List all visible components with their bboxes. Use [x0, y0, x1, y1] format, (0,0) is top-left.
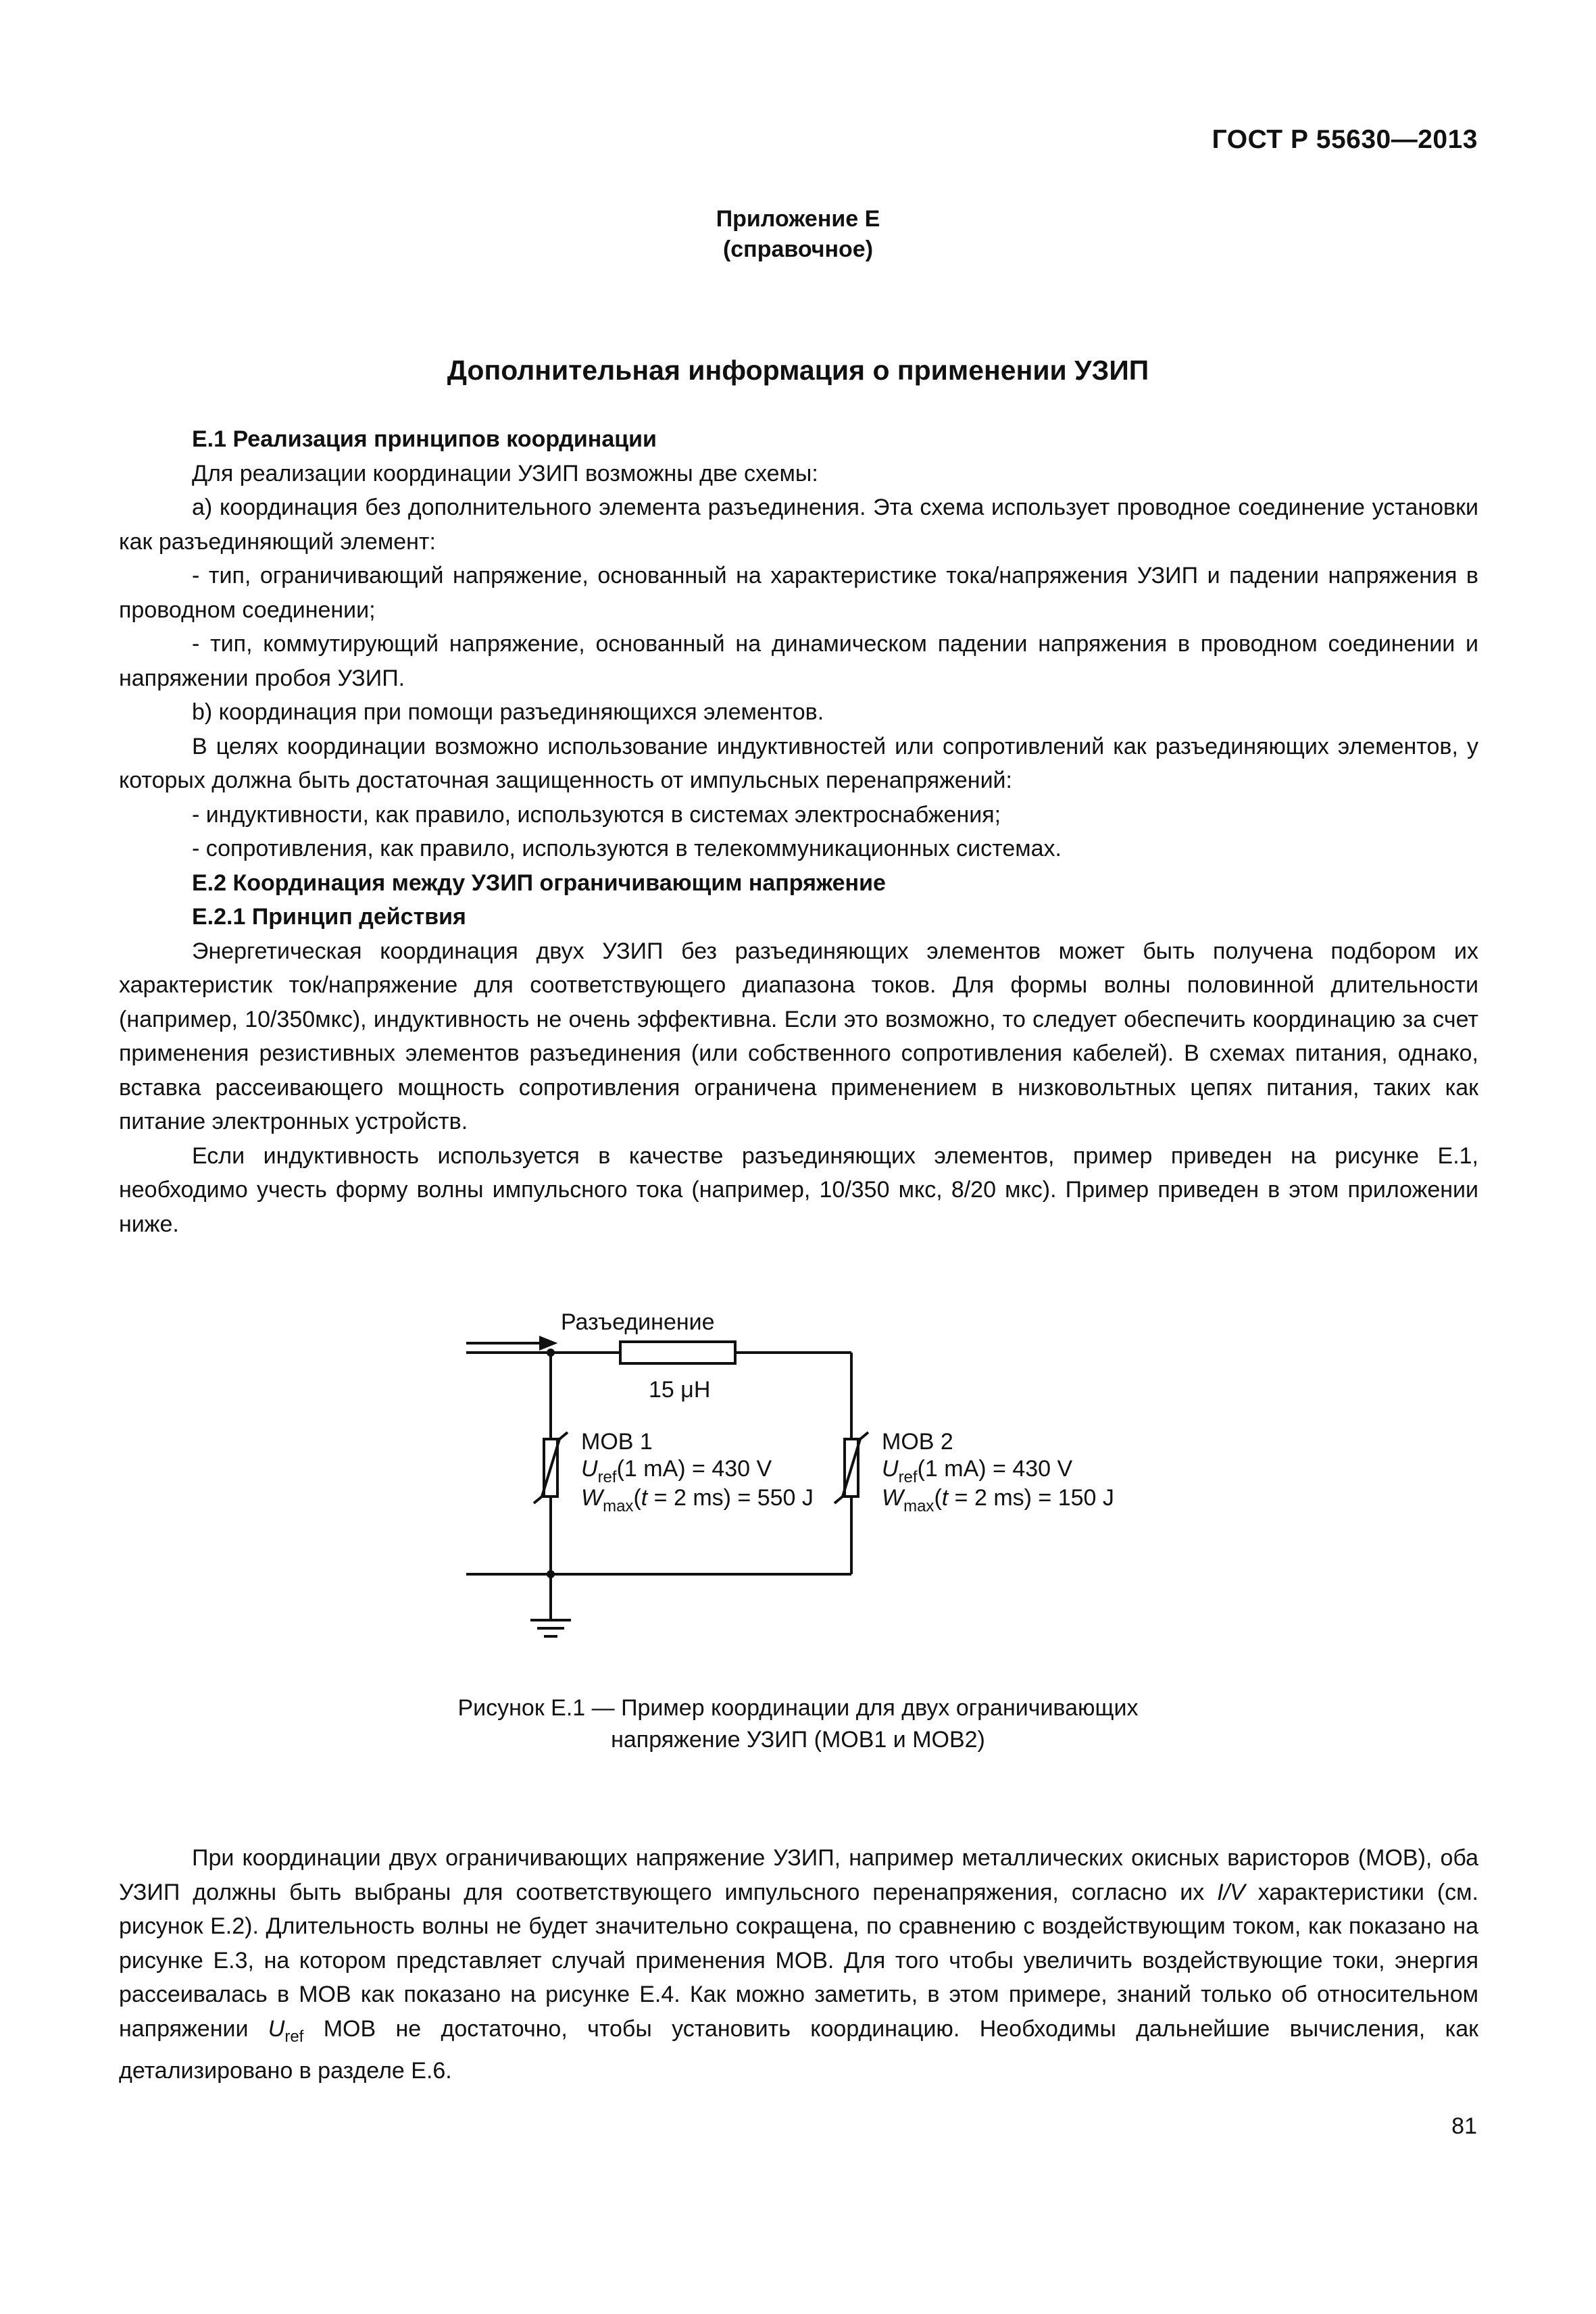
- decoupling-label: Разъединение: [561, 1309, 715, 1335]
- paragraph: - сопротивления, как правило, используются в телекоммуникационных системах.: [192, 836, 1062, 861]
- paragraph: - тип, коммутирующий напряжение, основанный на динамическом падении напряжения в проводном соединении и напряжении пробоя УЗИП.: [119, 631, 1478, 691]
- section-continued: [119, 1841, 1478, 2088]
- annex-type: (справочное): [722, 236, 874, 262]
- document-code: ГОСТ Р 55630—2013: [1212, 125, 1478, 154]
- mov1-wmax: $W_{max}(t = 2$ ms) = 550 J: [581, 1485, 814, 1515]
- paragraph: Для реализации координации УЗИП возможны две схемы:: [192, 460, 818, 486]
- junction-top: [547, 1349, 555, 1357]
- paragraph: а) координация без дополнительного элемента разъединения. Эта схема использует проводное соединение установки как разъединяющий элемент:: [119, 495, 1478, 555]
- iv-symbol: I/V: [1217, 1879, 1245, 1905]
- uref-symbol: U: [268, 2015, 285, 2042]
- figure-caption: Рисунок Е.1 — Пример координации для двух ограничивающих: [457, 1695, 1139, 1721]
- mov2-uref: $U_{ref}(1$ mA) = 430 V: [882, 1456, 1073, 1486]
- paragraph: - индуктивности, как правило, используются в системах электроснабжения;: [192, 801, 1001, 828]
- mov2-wmax: $W_{max}(t = 2$ ms) = 150 J: [882, 1485, 1114, 1515]
- paragraph: b) координация при помощи разъединяющихся элементов.: [192, 699, 824, 725]
- annex-title: Приложение Е: [716, 206, 880, 232]
- section-heading: Е.1 Реализация принципов координации: [192, 426, 657, 452]
- circuit-svg: [446, 1297, 1176, 1649]
- figure-caption-continued: напряжение УЗИП (МОВ1 и МОВ2): [611, 1727, 985, 1753]
- paragraph: Если индуктивность используется в качестве разъединяющих элементов, пример приведен на рисунке Е.1, необходимо учесть форму волны импульсного тока (например, 10/350 мкс, 8/20 мкс). Пример приведен в этом приложении ниже.: [119, 1142, 1478, 1237]
- mov2-name: МОВ 2: [882, 1429, 953, 1455]
- mov1-name: МОВ 1: [581, 1429, 653, 1455]
- subsection-heading: Е.2.1 Принцип действия: [192, 904, 466, 930]
- inductor-box: [620, 1342, 735, 1363]
- document-title: Дополнительная информация о применении УЗИП: [447, 355, 1149, 386]
- paragraph: В целях координации возможно использование индуктивностей или сопротивлений как разъединяющих элементов, у которых должна быть достаточная защищенность от импульсных перенапряжений:: [119, 733, 1478, 793]
- inductance-label: 15 μH: [649, 1377, 711, 1403]
- junction-bottom: [547, 1570, 555, 1578]
- input-arrow-head: [541, 1338, 554, 1349]
- paragraph: При координации двух ограничивающих напряжение УЗИП, например металлических окисных варисторов (МОВ), оба УЗИП должны быть выбраны для соответствующего импульсного перенапряжения, согласно их I/V характеристики (см. рисунок Е.2). Длительность волны не будет значительно сокращена, по сравнению с воздействующим током, как показано на рисунке Е.3, на котором представляет случай применения МОВ. Для того чтобы увеличить воздействующие токи, энергия рассеивалась в МОВ как показано на рисунке Е.4. Как можно заметить, в этом примере, знаний только об относительном напряжении $U_{ref}$ МОВ не достаточно, чтобы установить координацию. Необходимы дальнейшие вычисления, как детализировано в разделе Е.6.: [119, 1845, 1478, 2084]
- mov1-slash: [534, 1432, 568, 1503]
- section-e1-e2: [119, 422, 1478, 1241]
- paragraph: Энергетическая координация двух УЗИП без разъединяющих элементов может быть получена подбором их характеристик ток/напряжение для соответствующего диапазона токов. Для формы волны половинной длительности (например, 10/350мкс), индуктивность не очень эффективна. Если это возможно, то следует обеспечить координацию за счет применения резистивных элементов разъединения (или собственного сопротивления кабелей). В схемах питания, однако, вставка рассеивающего мощность сопротивления ограничена применением в низковольтных цепях питания, таких как питание электронных устройств.: [119, 938, 1478, 1134]
- paragraph: - тип, ограничивающий напряжение, основанный на характеристике тока/напряжения УЗИП и падении напряжения в проводном соединении;: [119, 563, 1478, 623]
- mov1-uref: $U_{ref}(1$ mA) = 430 V: [581, 1456, 772, 1486]
- mov2-slash: [834, 1432, 868, 1503]
- page-number: 81: [1451, 2113, 1477, 2139]
- circuit-diagram: [446, 1297, 1176, 1649]
- section-heading: Е.2 Координация между УЗИП ограничивающим напряжение: [192, 870, 886, 896]
